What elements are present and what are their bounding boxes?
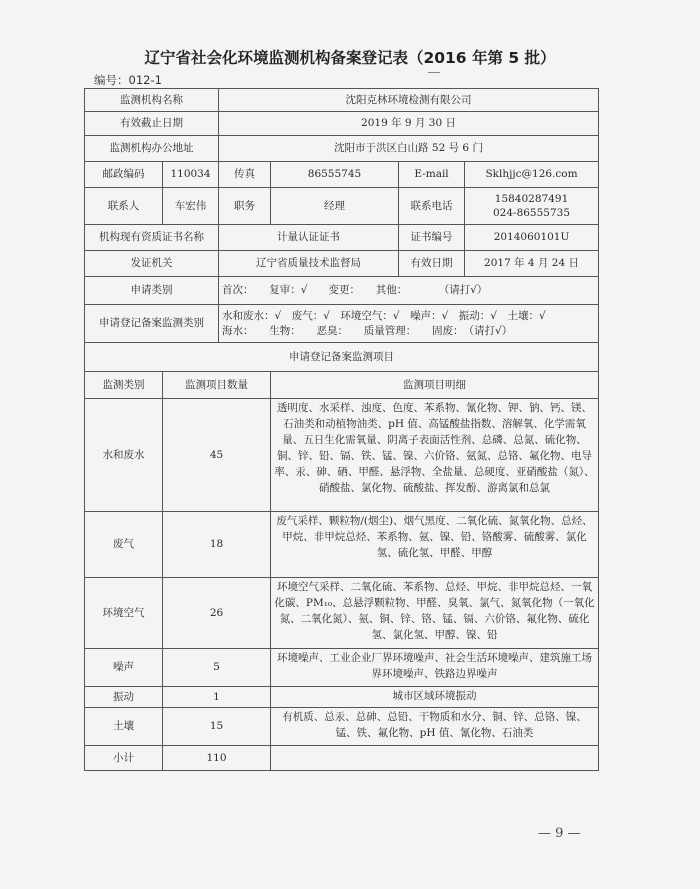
item-category: 土壤 [85,708,163,746]
table-row [85,578,599,649]
org-name-label: 监测机构名称 [85,89,219,112]
table-row [85,687,599,708]
item-detail: 透明度、水采样、浊度、色度、苯系物、氰化物、钾、钠、钙、镁、石油类和动植物油类、pH 值、高锰酸盐指数、溶解氧、化学需氧量、五日生化需氧量、阴离子表面活性剂、总磷、总氮、硫化物、铜、锌、铅、镉、铁、锰、镍、六价铬、氨氮、总铬、氟化物、电导率、汞、砷、硒、甲醛、悬浮物、全盐量、总硬度、亚硝酸盐（氮）、硝酸盐、氯化物、硫酸盐、挥发酚、游离氯和总氯 [271,399,599,512]
item-count: 45 [163,399,271,512]
cert-name-value: 计量认证证书 [219,225,399,251]
decorative-dash [428,72,440,73]
fax-label: 传真 [219,162,271,188]
subtotal-blank [271,746,599,771]
subtotal-value: 110 [163,746,271,771]
phone-landline: 024-86555735 [492,207,571,219]
row-valid-until [85,112,599,136]
email-value: Sklhjjc@126.com [465,162,599,188]
phone-value [465,188,599,225]
org-name-value: 沈阳克林环境检测有限公司 [219,89,599,112]
cert-no-label: 证书编号 [399,225,465,251]
document-number: 编号：012-1 [94,73,162,87]
email-label: E-mail [399,162,465,188]
postcode-value: 110034 [163,162,219,188]
valid-until-label: 有效截止日期 [85,112,219,136]
form-title: 辽宁省社会化环境监测机构备案登记表（2016 年第 5 批） [144,49,556,67]
contact-label: 联系人 [85,188,163,225]
subtotal-label: 小计 [85,746,163,771]
table-row [85,399,599,512]
col-detail-header: 监测项目明细 [271,372,599,399]
issuer-value: 辽宁省质量技术监督局 [219,251,399,277]
table-row [85,649,599,687]
contact-value: 车宏伟 [163,188,219,225]
item-detail: 城市区域环境振动 [271,687,599,708]
item-category: 废气 [85,512,163,578]
apply-type-value: 首次： 复审：√ 变更： 其他： （请打√） [219,277,599,305]
phone-label: 联系电话 [399,188,465,225]
item-detail: 环境噪声、工业企业厂界环境噪声、社会生活环境噪声、建筑施工场界环境噪声、铁路边界噪声 [271,649,599,687]
item-count: 26 [163,578,271,649]
apply-category-line-2: 海水： 生物： 恶臭： 质量管理： 固废： （请打√） [222,324,513,337]
position-label: 职务 [219,188,271,225]
phone-mobile: 15840287491 [494,192,569,205]
address-label: 监测机构办公地址 [85,136,219,162]
cert-name-label: 机构现有资质证书名称 [85,225,219,251]
row-org-name [85,89,599,112]
item-category: 环境空气 [85,578,163,649]
apply-items-title: 申请登记备案监测项目 [85,343,599,372]
valid-until-value: 2019 年 9 月 30 日 [219,112,599,136]
row-address [85,136,599,162]
row-apply-items-header [85,343,599,372]
row-apply-type [85,277,599,305]
valid-date-label: 有效日期 [399,251,465,277]
row-apply-category [85,305,599,343]
item-detail: 有机质、总汞、总砷、总铅、干物质和水分、铜、锌、总铬、镍、锰、铁、氟化物、pH 值、氰化物、石油类 [271,708,599,746]
item-count: 15 [163,708,271,746]
table-row [85,512,599,578]
item-count: 1 [163,687,271,708]
postcode-label: 邮政编码 [85,162,163,188]
item-category: 噪声 [85,649,163,687]
address-value: 沈阳市于洪区白山路 52 号 6 门 [219,136,599,162]
registration-form-table [84,88,599,771]
position-value: 经理 [271,188,399,225]
page-number: — 9 — [538,826,581,841]
table-row [85,708,599,746]
item-detail: 环境空气采样、二氧化硫、苯系物、总烃、甲烷、非甲烷总烃、一氧化碳、PM₁₀、总悬浮颗粒物、甲醛、臭氧、氯气、氮氧化物（一氧化氮、二氧化氮）、氨、铜、锌、铬、锰、镉、六价铬、氟化物、硫化氢、氯化氢、甲醇、镍、铅 [271,578,599,649]
issuer-label: 发证机关 [85,251,219,277]
row-postcode [85,162,599,188]
apply-category-value [219,305,599,343]
item-count: 5 [163,649,271,687]
item-category: 水和废水 [85,399,163,512]
col-count-header: 监测项目数量 [163,372,271,399]
fax-value: 86555745 [271,162,399,188]
row-contact [85,188,599,225]
item-count: 18 [163,512,271,578]
valid-date-value: 2017 年 4 月 24 日 [465,251,599,277]
row-certificate [85,225,599,251]
item-detail: 废气采样、颗粒物/(烟尘)、烟气黑度、二氧化硫、氮氧化物、总烃、甲烷、非甲烷总烃、苯系物、氨、镍、铅、铬酸雾、硫酸雾、氯化氢、硫化氢、甲醛、甲醇 [271,512,599,578]
apply-type-label: 申请类别 [85,277,219,305]
cert-no-value: 2014060101U [465,225,599,251]
row-issuer [85,251,599,277]
row-items-columns [85,372,599,399]
row-subtotal [85,746,599,771]
apply-category-label: 申请登记备案监测类别 [85,305,219,343]
item-category: 振动 [85,687,163,708]
apply-category-line-1: 水和废水：√ 废气：√ 环境空气：√ 噪声：√ 振动：√ 土壤：√ [222,310,546,323]
col-category-header: 监测类别 [85,372,163,399]
